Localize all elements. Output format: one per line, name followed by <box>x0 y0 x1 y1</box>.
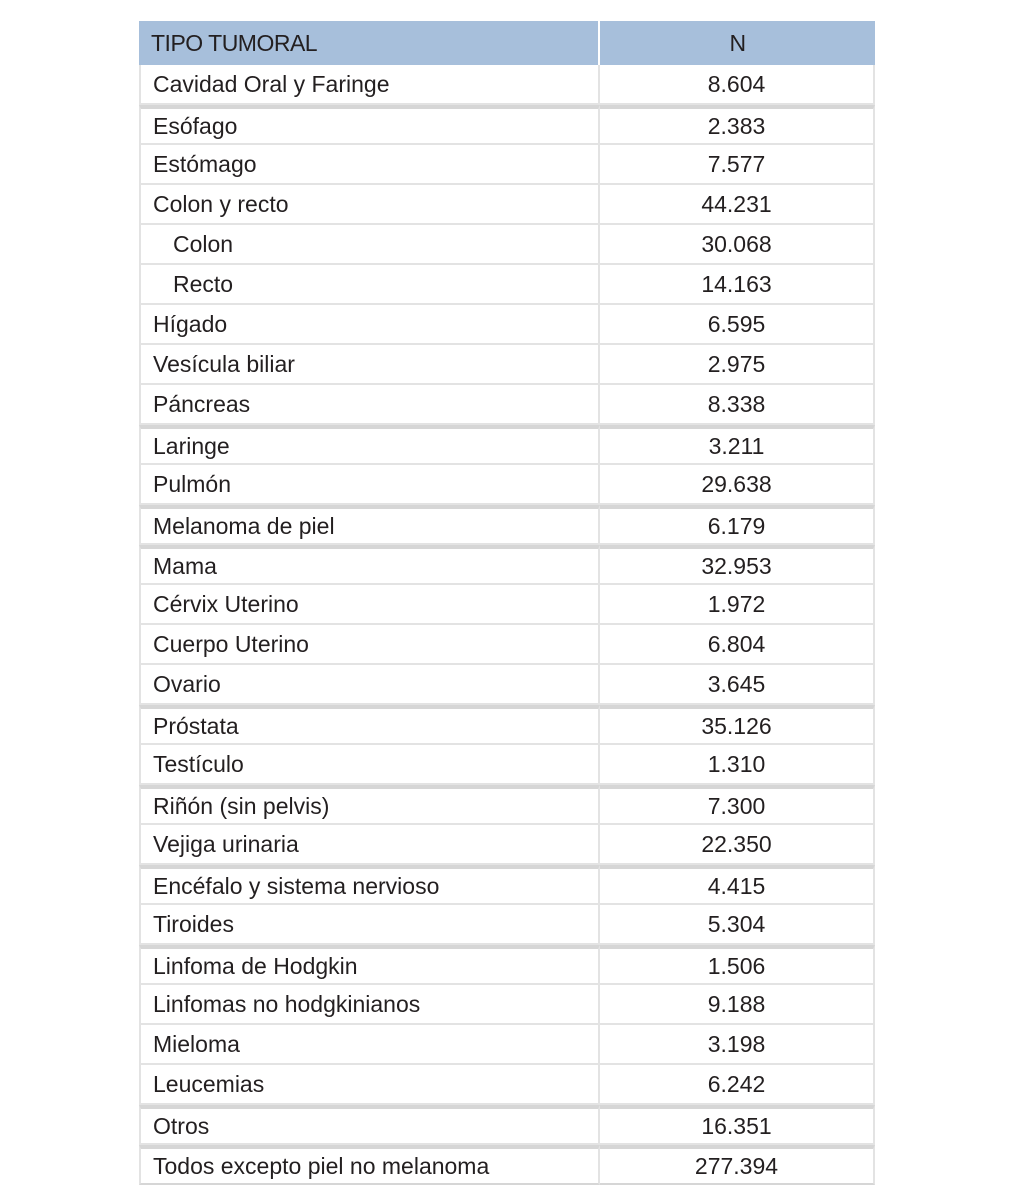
table-row <box>139 1025 875 1065</box>
header-row <box>139 21 875 65</box>
tumor-type-table <box>139 21 875 1185</box>
count-cell: 1.972 <box>600 585 875 625</box>
table-row <box>139 425 875 465</box>
count-cell: 8.338 <box>600 385 875 425</box>
table-row <box>139 65 875 105</box>
tumor-type-cell: Otros <box>139 1105 600 1145</box>
table-row <box>139 265 875 305</box>
tumor-type-cell: Linfoma de Hodgkin <box>139 945 600 985</box>
count-cell: 22.350 <box>600 825 875 865</box>
tumor-type-cell: Testículo <box>139 745 600 785</box>
count-cell: 8.604 <box>600 65 875 105</box>
tumor-type-cell: Esófago <box>139 105 600 145</box>
table-row <box>139 1145 875 1185</box>
tumor-type-cell: Vejiga urinaria <box>139 825 600 865</box>
tumor-type-cell: Cuerpo Uterino <box>139 625 600 665</box>
tumor-type-cell: Pulmón <box>139 465 600 505</box>
table-row <box>139 385 875 425</box>
tumor-type-cell: Colon <box>139 225 600 265</box>
table-row <box>139 225 875 265</box>
count-cell: 29.638 <box>600 465 875 505</box>
table-header <box>139 21 875 65</box>
count-cell: 35.126 <box>600 705 875 745</box>
tumor-type-cell: Vesícula biliar <box>139 345 600 385</box>
tumor-type-cell: Tiroides <box>139 905 600 945</box>
count-cell: 9.188 <box>600 985 875 1025</box>
column-header-tumor-type: TIPO TUMORAL <box>139 21 600 65</box>
tumor-type-cell: Estómago <box>139 145 600 185</box>
tumor-type-cell: Riñón (sin pelvis) <box>139 785 600 825</box>
count-cell: 2.975 <box>600 345 875 385</box>
count-cell: 32.953 <box>600 545 875 585</box>
table-row <box>139 305 875 345</box>
table-row <box>139 345 875 385</box>
count-cell: 6.595 <box>600 305 875 345</box>
count-cell: 30.068 <box>600 225 875 265</box>
table-row <box>139 825 875 865</box>
table-row <box>139 585 875 625</box>
count-cell: 6.242 <box>600 1065 875 1105</box>
tumor-type-cell: Ovario <box>139 665 600 705</box>
count-cell: 3.211 <box>600 425 875 465</box>
tumor-type-cell: Leucemias <box>139 1065 600 1105</box>
tumor-type-cell: Todos excepto piel no melanoma <box>139 1145 600 1185</box>
count-cell: 4.415 <box>600 865 875 905</box>
table-row <box>139 665 875 705</box>
count-cell: 6.179 <box>600 505 875 545</box>
table-row <box>139 145 875 185</box>
tumor-type-cell: Cavidad Oral y Faringe <box>139 65 600 105</box>
table-row <box>139 505 875 545</box>
tumor-type-cell: Hígado <box>139 305 600 345</box>
tumor-type-cell: Mama <box>139 545 600 585</box>
count-cell: 7.577 <box>600 145 875 185</box>
table-row <box>139 625 875 665</box>
column-header-n: N <box>600 21 875 65</box>
tumor-type-cell: Laringe <box>139 425 600 465</box>
count-cell: 6.804 <box>600 625 875 665</box>
tumor-type-cell: Encéfalo y sistema nervioso <box>139 865 600 905</box>
table-row <box>139 105 875 145</box>
table-row <box>139 785 875 825</box>
table-row <box>139 545 875 585</box>
tumor-type-cell: Linfomas no hodgkinianos <box>139 985 600 1025</box>
table-row <box>139 865 875 905</box>
table-row <box>139 745 875 785</box>
tumor-type-cell: Colon y recto <box>139 185 600 225</box>
table-row <box>139 905 875 945</box>
count-cell: 1.310 <box>600 745 875 785</box>
tumor-type-cell: Mieloma <box>139 1025 600 1065</box>
table-row <box>139 1105 875 1145</box>
table-row <box>139 185 875 225</box>
tumor-type-cell: Próstata <box>139 705 600 745</box>
count-cell: 16.351 <box>600 1105 875 1145</box>
table-row <box>139 945 875 985</box>
table-row <box>139 465 875 505</box>
table-row <box>139 705 875 745</box>
count-cell: 14.163 <box>600 265 875 305</box>
count-cell: 3.198 <box>600 1025 875 1065</box>
count-cell: 1.506 <box>600 945 875 985</box>
count-cell: 5.304 <box>600 905 875 945</box>
table-row <box>139 1065 875 1105</box>
count-cell: 277.394 <box>600 1145 875 1185</box>
count-cell: 3.645 <box>600 665 875 705</box>
table-row <box>139 985 875 1025</box>
tumor-type-cell: Melanoma de piel <box>139 505 600 545</box>
table-body <box>139 65 875 1185</box>
tumor-type-cell: Recto <box>139 265 600 305</box>
count-cell: 2.383 <box>600 105 875 145</box>
tumor-type-cell: Páncreas <box>139 385 600 425</box>
tumor-type-cell: Cérvix Uterino <box>139 585 600 625</box>
count-cell: 44.231 <box>600 185 875 225</box>
count-cell: 7.300 <box>600 785 875 825</box>
